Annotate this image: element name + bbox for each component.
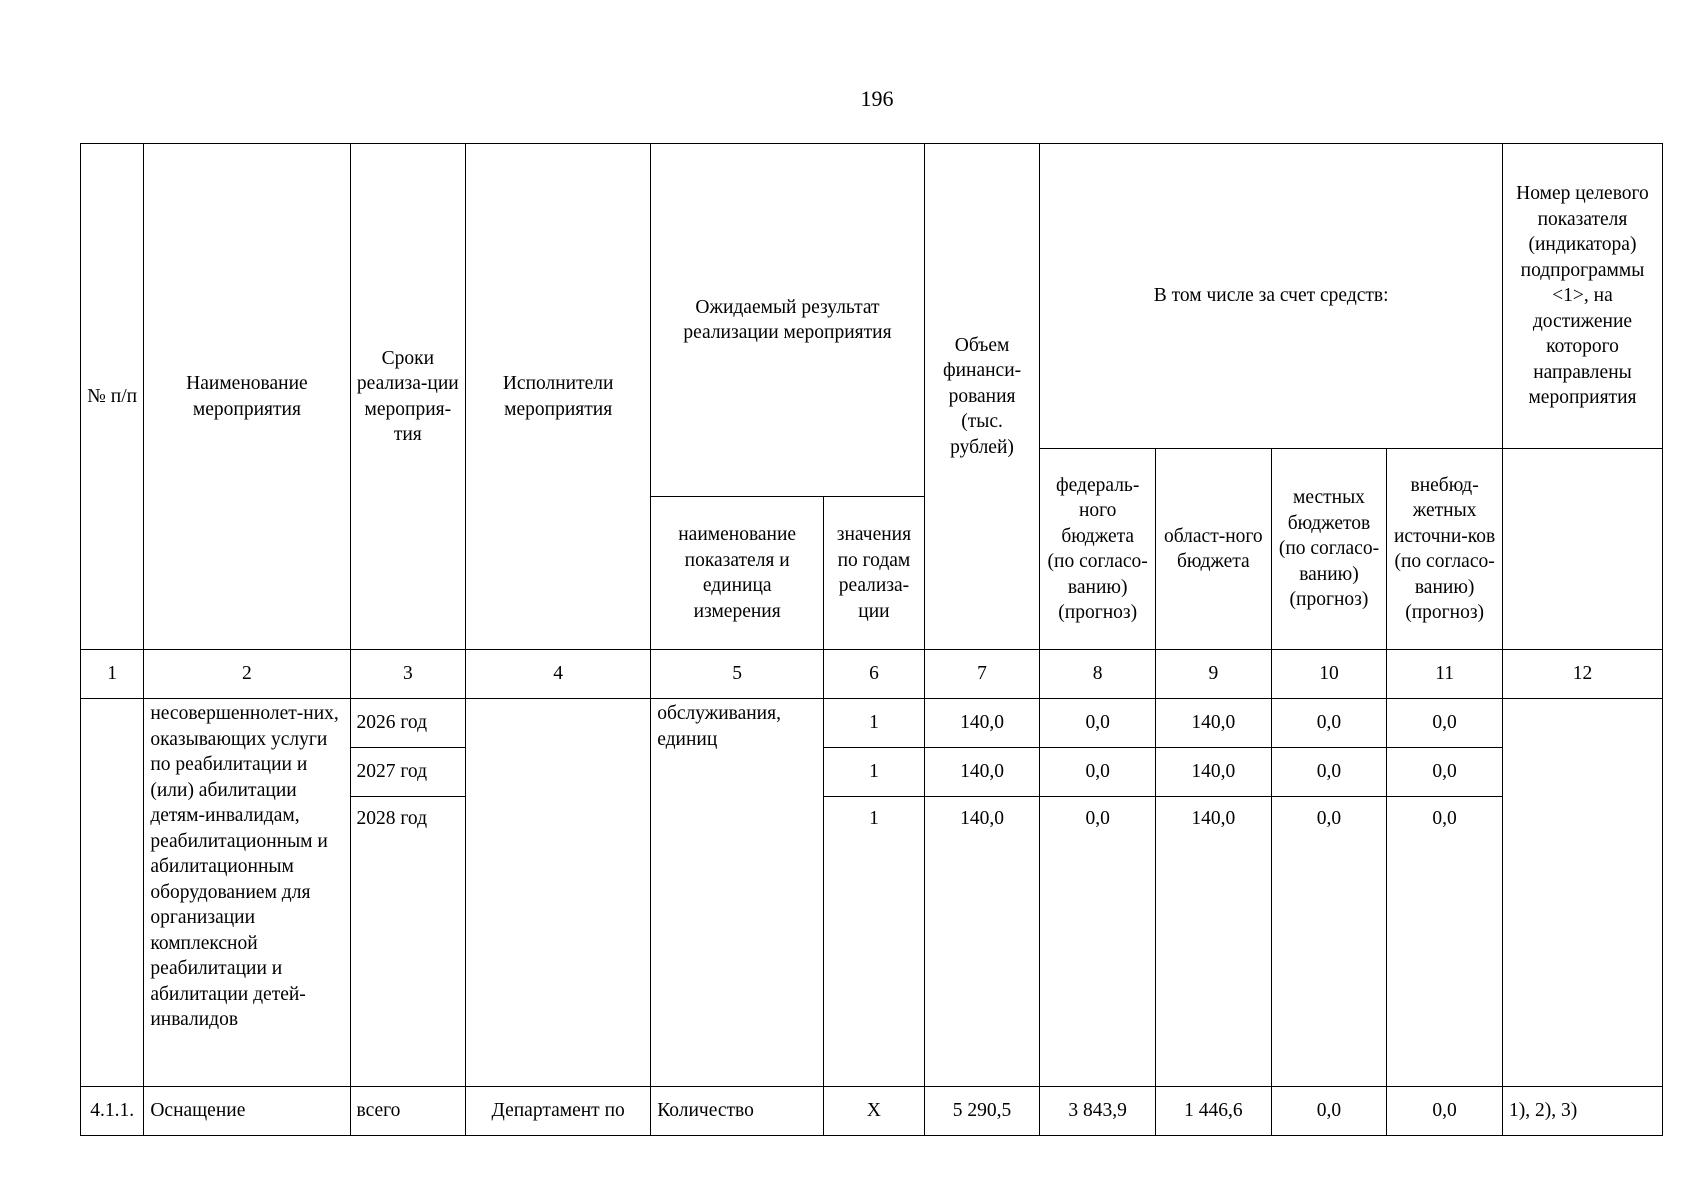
local-funding: 0,0 xyxy=(1271,1087,1387,1136)
column-number: 5 xyxy=(651,650,824,699)
extra-funding: 0,0 xyxy=(1387,699,1503,748)
activity-name: несовершеннолет-них, оказывающих услуги по реабилитации и (или) абилитации детям-инвалидам, реабилитационным и абилитационным оборудованием для организации комплексной реабилитации и абилитации детей-инвалидов xyxy=(144,699,350,1087)
total-funding: 140,0 xyxy=(924,699,1040,748)
federal-funding: 3 843,9 xyxy=(1040,1087,1156,1136)
header-col-indicator-values: значения по годам реализа-ции xyxy=(824,497,925,650)
column-number: 6 xyxy=(824,650,925,699)
header-col-period: Сроки реализа-ции мероприя-тия xyxy=(350,144,466,650)
indicator-value: 1 xyxy=(824,748,925,797)
federal-funding: 0,0 xyxy=(1040,699,1156,748)
indicator-name: Количество xyxy=(651,1087,824,1136)
header-col-executors: Исполнители мероприятия xyxy=(466,144,651,650)
column-number: 11 xyxy=(1387,650,1503,699)
header-col-federal: федераль-ного бюджета (по согласо-ванию) (прогноз) xyxy=(1040,449,1156,650)
extra-funding: 0,0 xyxy=(1387,797,1503,1087)
table-row xyxy=(81,699,1663,748)
total-funding: 140,0 xyxy=(924,797,1040,1087)
page-number: 196 xyxy=(860,86,894,111)
column-number: 9 xyxy=(1156,650,1272,699)
target-indicator: 1), 2), 3) xyxy=(1502,1087,1662,1136)
extra-funding: 0,0 xyxy=(1387,1087,1503,1136)
header-expected-result: Ожидаемый результат реализации мероприятия xyxy=(651,144,925,497)
row-num-empty xyxy=(81,699,144,1087)
total-funding: 140,0 xyxy=(924,748,1040,797)
target-empty xyxy=(1502,699,1662,1087)
header-row-1 xyxy=(81,144,1663,449)
column-numbers-row xyxy=(81,650,1663,699)
header-col-num: № п/п xyxy=(81,144,144,650)
executor: Департамент по xyxy=(466,1087,651,1136)
header-col-funding: Объем финанси-рования (тыс. рублей) xyxy=(924,144,1040,650)
column-number: 4 xyxy=(466,650,651,699)
column-number: 2 xyxy=(144,650,350,699)
header-including: В том числе за счет средств: xyxy=(1040,144,1503,449)
period-cell: 2028 год xyxy=(350,797,466,1087)
header-col-extra: внебюд-жетных источни-ков (по согласо-ванию) (прогноз) xyxy=(1387,449,1503,650)
executor-empty xyxy=(466,699,651,1087)
regional-funding: 140,0 xyxy=(1156,699,1272,748)
header-col-local: местных бюджетов (по согласо-ванию) (прогноз) xyxy=(1271,449,1387,650)
period-cell: 2026 год xyxy=(350,699,466,748)
column-number: 7 xyxy=(924,650,1040,699)
local-funding: 0,0 xyxy=(1271,699,1387,748)
period-cell: всего xyxy=(350,1087,466,1136)
indicator-value: 1 xyxy=(824,699,925,748)
row-number: 4.1.1. xyxy=(81,1087,144,1136)
header-col-regional: област-ного бюджета xyxy=(1156,449,1272,650)
local-funding: 0,0 xyxy=(1271,797,1387,1087)
header-col-name: Наименование мероприятия xyxy=(144,144,350,650)
federal-funding: 0,0 xyxy=(1040,748,1156,797)
indicator-value: 1 xyxy=(824,797,925,1087)
period-cell: 2027 год xyxy=(350,748,466,797)
regional-funding: 140,0 xyxy=(1156,797,1272,1087)
regional-funding: 1 446,6 xyxy=(1156,1087,1272,1136)
program-activities-table xyxy=(80,143,1663,1136)
extra-funding: 0,0 xyxy=(1387,748,1503,797)
federal-funding: 0,0 xyxy=(1040,797,1156,1087)
header-col-target-empty xyxy=(1502,449,1662,650)
header-col-indicator-name: наименование показателя и единица измерения xyxy=(651,497,824,650)
indicator-value: Х xyxy=(824,1087,925,1136)
local-funding: 0,0 xyxy=(1271,748,1387,797)
indicator-name: обслуживания, единиц xyxy=(651,699,824,1087)
total-funding: 5 290,5 xyxy=(924,1087,1040,1136)
activity-name: Оснащение xyxy=(144,1087,350,1136)
column-number: 3 xyxy=(350,650,466,699)
column-number: 1 xyxy=(81,650,144,699)
column-number: 10 xyxy=(1271,650,1387,699)
header-col-target: Номер целевого показателя (индикатора) подпрограммы <1>, на достижение которого направлены мероприятия xyxy=(1502,144,1662,449)
regional-funding: 140,0 xyxy=(1156,748,1272,797)
column-number: 8 xyxy=(1040,650,1156,699)
column-number: 12 xyxy=(1502,650,1662,699)
table-row xyxy=(81,1087,1663,1136)
